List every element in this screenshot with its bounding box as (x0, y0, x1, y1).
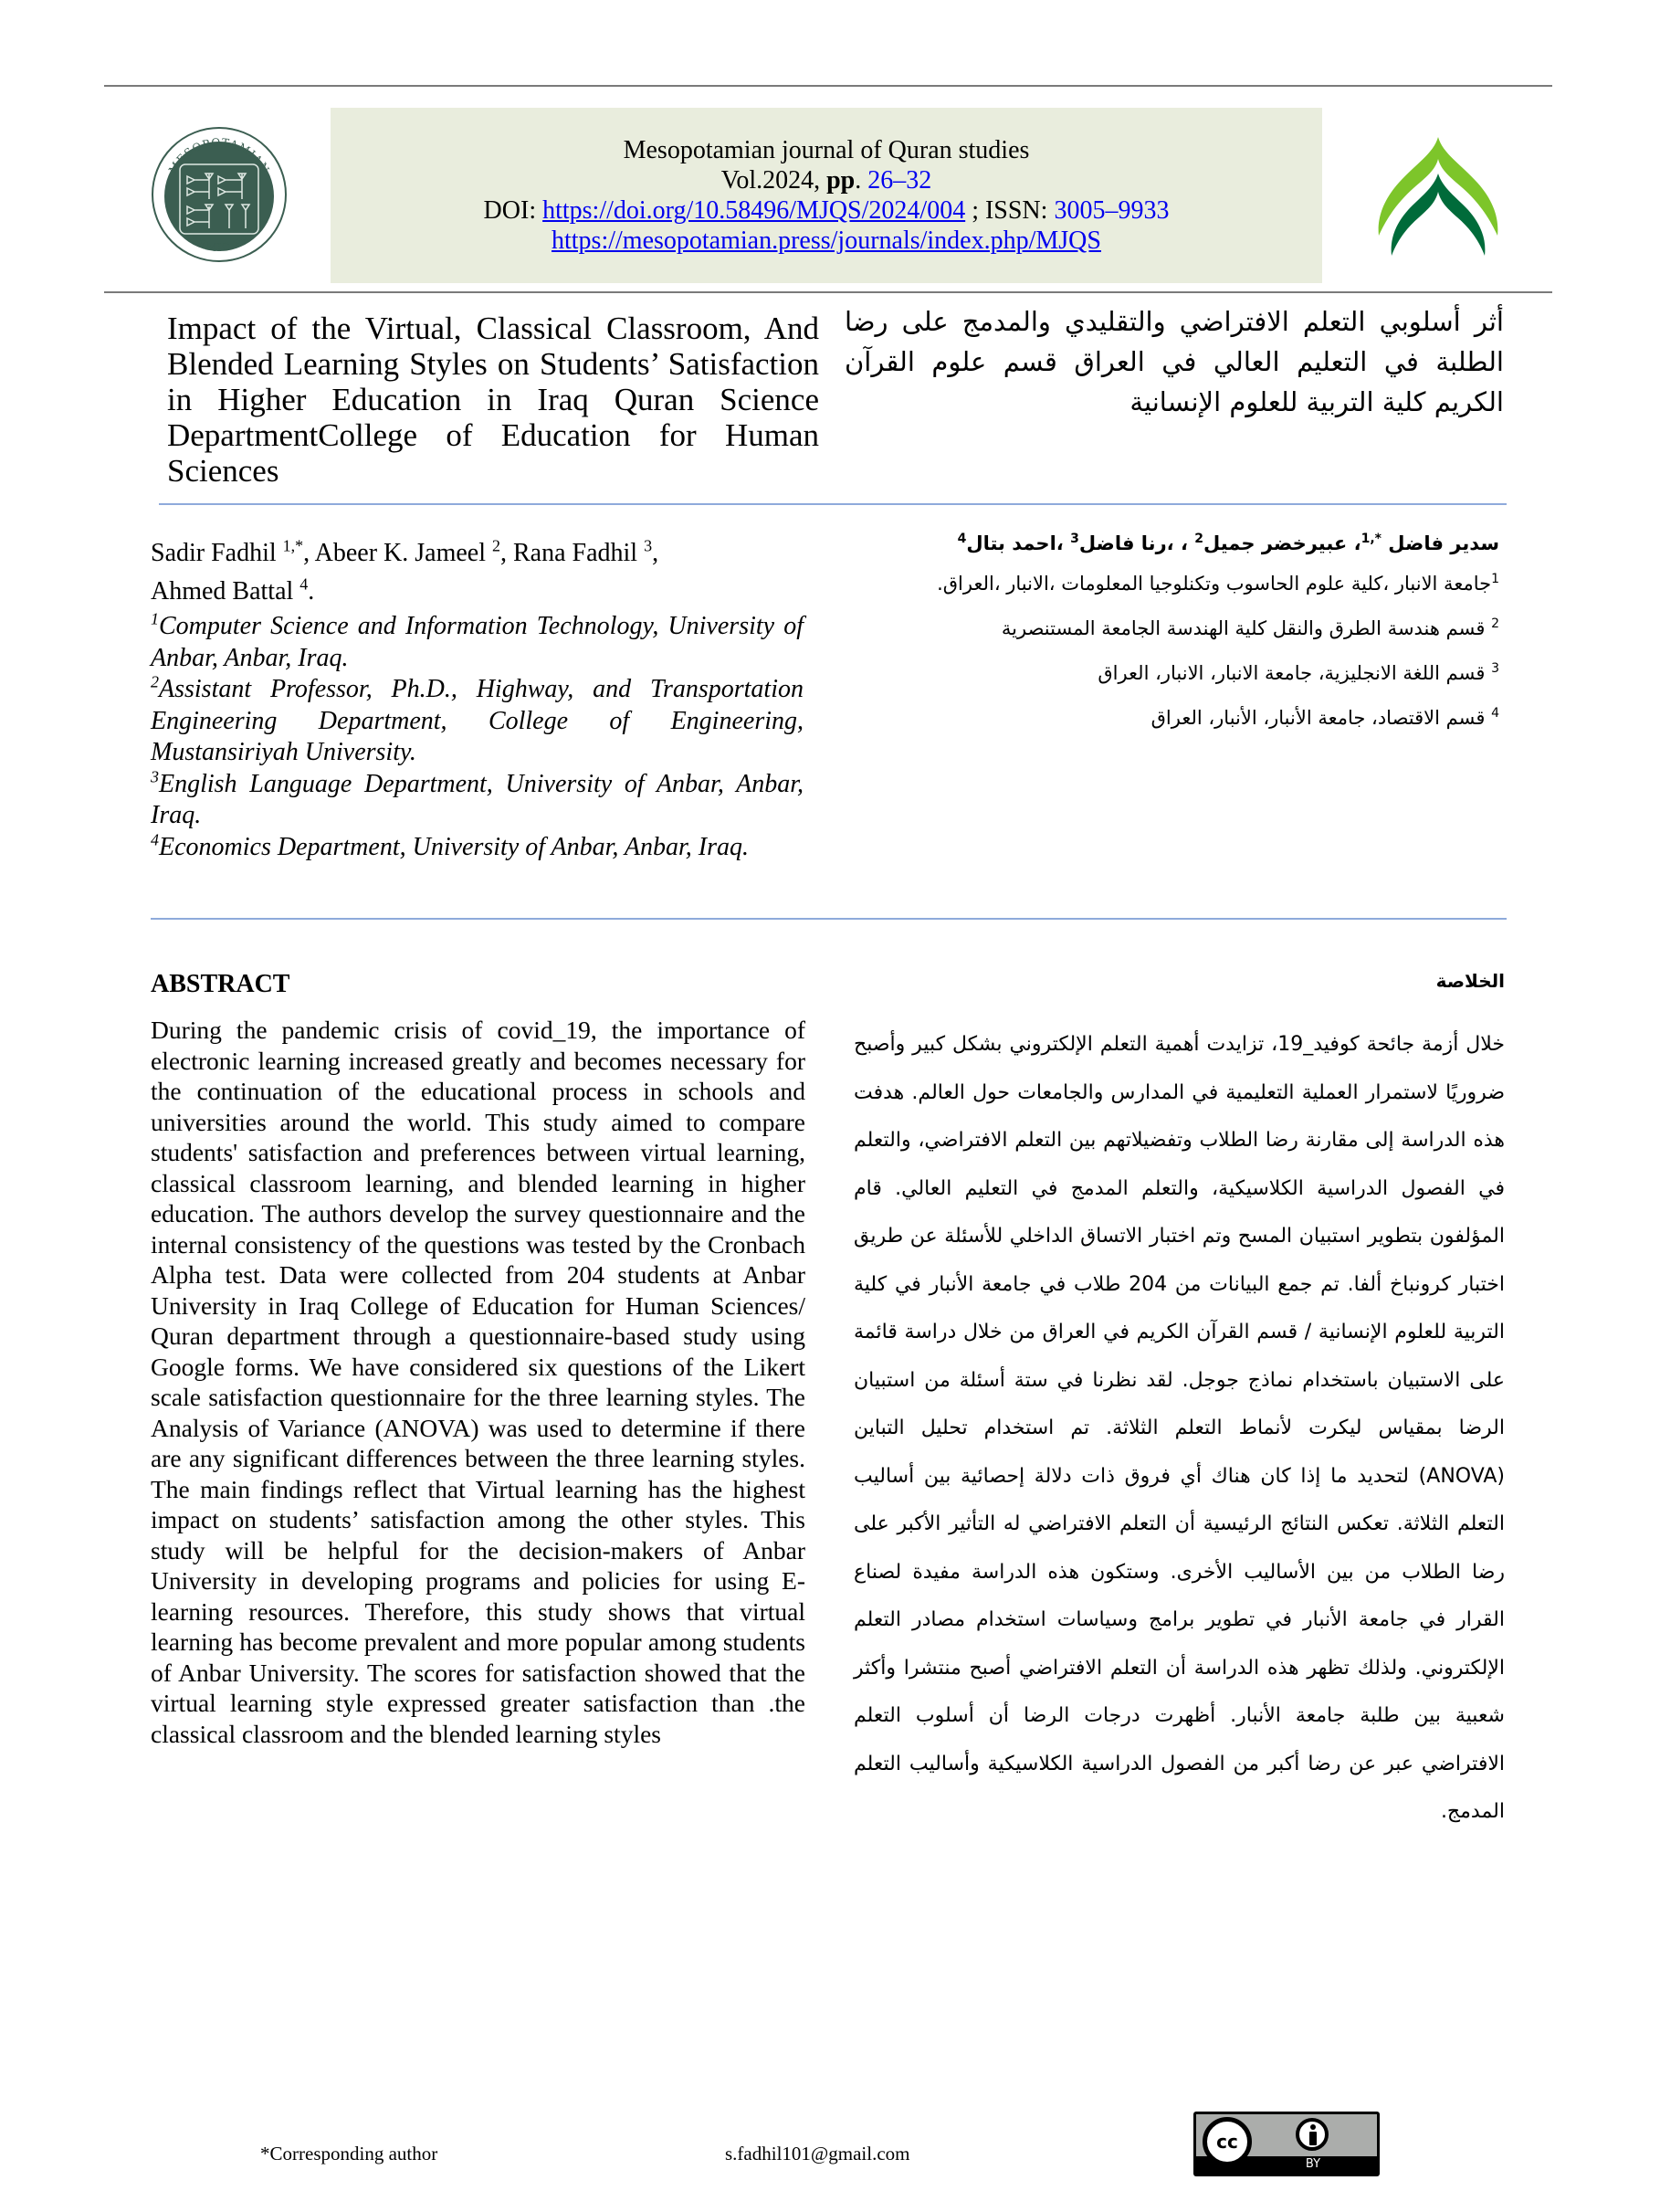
author-names-arabic (849, 525, 1499, 562)
affiliation-ar-2: $^2$ قسم هندسة الطرق والنقل كلية الهندسة الجامعة المستنصرية (1001, 616, 1499, 639)
doi-line (331, 195, 1322, 226)
author-2: Abeer K. Jameel $^2$, (314, 536, 513, 567)
author-ar-2: عبيرخضر جميل$^2$ ، ، (1166, 532, 1348, 554)
author-3: Rana Fadhil $^3$, (513, 536, 659, 567)
author-ar-3: رنا فاضل$^3$ ، (1056, 532, 1167, 554)
svg-text:ACADEMIC PRESS: ACADEMIC PRESS (169, 215, 269, 255)
by-label: BY (1305, 2157, 1321, 2171)
author-names (151, 534, 804, 611)
author-ar-4: احمد بتال$^4$ (957, 532, 1056, 554)
author-4: Ahmed Battal $^4$. (151, 574, 315, 606)
volume-line (331, 165, 1322, 195)
affiliation-4: $^4$Economics Department, University of Anbar, Anbar, Iraq. (151, 830, 750, 861)
affiliation-ar-4: $^4$ قسم الاقتصاد، جامعة الأنبار، الأنبار، العراق (1150, 706, 1499, 729)
cc-icon: cc (1203, 2117, 1252, 2166)
pages-label: pp (826, 166, 856, 195)
paper-title-english: Impact of the Virtual, Classical Classroom, And Blended Learning Styles on Students’ Satisfaction in Higher Education in Iraq Quran Science DepartmentCollege of Education for Human Sciences (167, 311, 819, 489)
authors-arabic (849, 525, 1499, 741)
volume-label: Vol.2024, (720, 166, 827, 195)
affiliation-2: $^2$Assistant Professor, Ph.D., Highway, and Transportation Engineering Department, College of Engineering, Mustansiriyah University. (151, 672, 804, 766)
journal-url-link[interactable]: https://mesopotamian.press/journals/index.php/MJQS (552, 226, 1101, 255)
leaf-arch-icon (1370, 135, 1507, 263)
journal-logo (1370, 135, 1507, 263)
affiliation-1: $^1$Computer Science and Information Technology, University of Anbar, Anbar, Iraq. (151, 609, 804, 672)
abstract-text: During the pandemic crisis of covid_19, the importance of electronic learning increased greatly and becomes necessary for the continuation of the educational process in schools and universities around the world. This study aimed to compare students' satisfaction and preferences between virtual learning, classical classroom learning, and blended learning in higher education. The authors develop the survey questionnaire and the internal consistency of the questions was tested by the Cronbach Alpha test. Data were collected from 204 students at Anbar University in Iraq College of Education for Human Sciences/ Quran department through a questionnaire-based study using Google forms. We have considered six questions of the Likert scale satisfaction questionnaire for the three learning styles. The Analysis of Variance (ANOVA) was used to determine if there are any significant differences between the three learning styles. The main findings reflect that Virtual learning has the highest impact on students’ satisfaction among the other styles. This study will be helpful for the decision-makers of Anbar University in developing programs and policies for using E-learning resources. Therefore, this study shows that virtual learning has become prevalent and more popular among students of Anbar University. The scores for satisfaction showed that the virtual learning style expressed greater satisfaction than .the classical classroom and the blended learning styles (151, 1016, 805, 1748)
title-divider (159, 503, 1507, 505)
header-top-rule (104, 85, 1552, 87)
affiliation-ar-1: $^1$جامعة الانبار ،كلية علوم الحاسوب وتكنلوجيا المعلومات ،الانبار ،العراق. (937, 572, 1499, 595)
affiliation-3: $^3$English Language Department, University of Anbar, Anbar, Iraq. (151, 767, 804, 829)
journal-name: Mesopotamian journal of Quran studies (623, 136, 1030, 164)
issn-value: 3005–9933 (1054, 196, 1170, 225)
publisher-seal-icon (151, 126, 288, 263)
svg-text:MESOPOTAMIAN: MESOPOTAMIAN (165, 135, 273, 176)
corresponding-author-email[interactable]: s.fadhil101@gmail.com (725, 2143, 910, 2165)
doi-link[interactable]: https://doi.org/10.58496/MJQS/2024/004 (542, 196, 966, 225)
journal-banner (331, 108, 1322, 283)
publisher-logo (151, 126, 288, 263)
authors-english (151, 534, 804, 863)
pages-separator: . (855, 166, 868, 195)
cc-by-license-badge[interactable] (1193, 2112, 1380, 2176)
doi-label: DOI: (483, 196, 543, 225)
author-1: Sadir Fadhil $^{1,*}$, (151, 536, 315, 567)
abstract-text-arabic: خلال أزمة جائحة كوفيد_19، تزايدت أهمية التعلم الإلكتروني بشكل كبير وأصبح ضروريًا لاستمرار العملية التعليمية في المدارس والجامعات حول العالم. هدفت هذه الدراسة إلى مقارنة رضا الطلاب وتفضيلاتهم بين التعلم الافتراضي، والتعلم في الفصول الدراسية الكلاسيكية، والتعلم المدمج في التعليم العالي. قام المؤلفون بتطوير استبيان المسح وتم اختبار الاتساق الداخلي للأسئلة عن طريق اختبار كرونباخ ألفا. تم جمع البيانات من 204 طلاب في جامعة الأنبار في كلية التربية للعلوم الإنسانية / قسم القرآن الكريم في العراق من خلال دراسة قائمة على الاستبيان باستخدام نماذج جوجل. لقد نظرنا في ستة أسئلة من استبيان الرضا بمقياس ليكرت لأنماط التعلم الثلاثة. تم استخدام تحليل التباين (ANOVA) لتحديد ما إذا كان هناك أي فروق ذات دلالة إحصائية بين أساليب التعلم الثلاثة. تعكس النتائج الرئيسية أن التعلم الافتراضي له التأثير الأكبر على رضا الطلاب من بين الأساليب الأخرى. وستكون هذه الدراسة مفيدة لصناع القرار في جامعة الأنبار في تطوير برامج وسياسات استخدام مصادر التعلم الإلكتروني. ولذلك تظهر هذه الدراسة أن التعلم الافتراضي أصبح منتشرا وأكثر شعبية بين طلبة جامعة الأنبار. أظهرت درجات الرضا أن أسلوب التعلم الافتراضي عبر عن رضا أكبر من الفصول الدراسية الكلاسيكية وأساليب التعلم المدمج. (854, 1033, 1506, 1823)
abstract-heading: ABSTRACT (151, 970, 290, 998)
issn-label: ; ISSN: (965, 196, 1055, 225)
authors-divider (151, 918, 1507, 920)
attribution-person-icon (1296, 2118, 1329, 2151)
author-ar-1: سدير فاضل $^{*,1}$، (1347, 532, 1499, 554)
corresponding-author-label: *Corresponding author (260, 2143, 438, 2165)
pages-value: 26–32 (867, 166, 932, 195)
header-bottom-rule (104, 291, 1552, 293)
paper-title-arabic: أثر أسلوبي التعلم الافتراضي والتقليدي والمدمج على رضا الطلبة في التعليم العالي في العراق قسم علوم القرآن الكريم كلية التربية للعلوم الإنسانية (845, 306, 1504, 417)
affiliation-ar-3: $^3$ قسم اللغة الانجليزية، جامعة الانبار، الانبار، العراق (1098, 661, 1499, 684)
abstract-heading-arabic: الخلاصة (1435, 970, 1505, 992)
journal-url-line (331, 226, 1322, 256)
